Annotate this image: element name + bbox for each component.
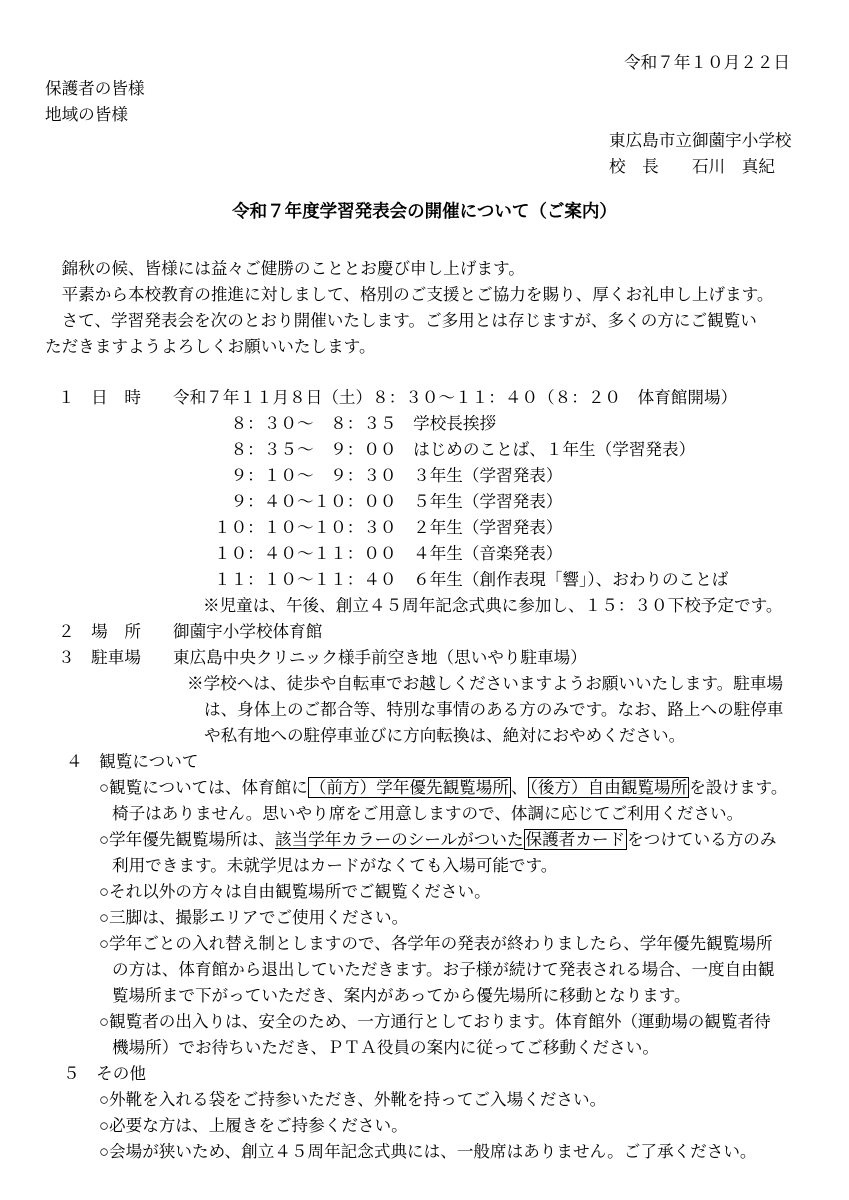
document-title: 令和７年度学習発表会の開催について（ご案内）: [232, 201, 617, 221]
viewing-bullet-card: [99, 827, 804, 853]
schedule-row: １０：１０～１０：３０ ２年生（学習発表）: [214, 518, 563, 537]
addressee-guardians: 保護者の皆様: [45, 79, 145, 98]
viewing-bullet-rotation-cont: の方は、体育館から退出していただきます。お子様が続けて発表される場合、一度自由観: [112, 960, 775, 979]
section-viewing-label: ４ 観覧について: [66, 752, 199, 771]
parking-note-line: ※学校へは、徒歩や自転車でお越しくださいますようお願いいたします。駐車場: [187, 674, 784, 693]
bullet-text: 、: [510, 778, 528, 797]
parking-note-line: や私有地への駐停車並びに方向転換は、絶対におやめください。: [204, 726, 686, 745]
parking-note-line: は、身体上のご都合等、特別な事情のある方のみです。なお、路上への駐停車: [204, 700, 784, 719]
other-bullet-list: [99, 1087, 804, 1165]
bullet-text: を設けます。: [689, 778, 788, 797]
section-place-value: 御薗宇小学校体育館: [173, 622, 323, 641]
viewing-bullet-areas-cont: 椅子はありません。思いやり席をご用意しますので、体調に応じてご利用ください。: [112, 804, 744, 823]
viewing-bullet-list: [99, 775, 804, 1061]
free-area-box: （後方）自由観覧場所: [529, 778, 688, 797]
sender-block: [609, 128, 804, 180]
section-parking-label: ３ 駐車場: [58, 648, 141, 667]
schedule-row: ８：３５～ ９：００ はじめのことば、１年生（学習発表）: [214, 440, 696, 459]
greeting-line: さて、学習発表会を次のとおり開催いたします。ご多用とは存じますが、多くの方にご観覧い: [45, 311, 757, 330]
schedule-row: ８：３０～ ８：３５ 学校長挨拶: [214, 414, 497, 433]
other-bullet-slippers: ○必要な方は、上履きをご持参ください。: [99, 1116, 408, 1135]
schedule-row: １１：１０～１１：４０ ６年生（創作表現「響」）、おわりのことば: [214, 570, 729, 589]
viewing-bullet-oneway-cont: 機場所）でお待ちいただき、ＰＴＡ役員の案内に従ってご移動ください。: [112, 1038, 659, 1057]
viewing-bullet-free-area: ○それ以外の方々は自由観覧場所でご観覧ください。: [99, 882, 491, 901]
section-place: [58, 619, 804, 645]
priority-area-box: （前方）学年優先観覧場所: [309, 778, 509, 797]
section-other-label: ５ その他: [63, 1064, 146, 1083]
greeting-line: 平素から本校教育の推進に対しまして、格別のご支援とご協力を賜り、厚くお礼申し上げます。: [45, 285, 774, 304]
bullet-text: ○観覧については、体育館に: [99, 778, 308, 797]
viewing-bullet-rotation: ○学年ごとの入れ替え制としますので、各学年の発表が終わりましたら、学年優先観覧場所: [99, 934, 773, 953]
bullet-text: をつけている方のみ: [627, 830, 777, 849]
bullet-text: ○学年優先観覧場所は、: [99, 830, 275, 849]
parking-note: [187, 671, 804, 749]
other-bullet-shoes-bag: ○外靴を入れる袋をご持参いただき、外靴を持ってご入場ください。: [99, 1090, 607, 1109]
section-place-label: ２ 場 所: [58, 622, 141, 641]
greeting-paragraph: [45, 256, 804, 360]
viewing-bullet-areas: [99, 775, 804, 801]
greeting-line: ただきますようよろしくお願いいたします。: [45, 337, 376, 356]
viewing-bullet-tripod: ○三脚は、撮影エリアでご使用ください。: [99, 908, 409, 927]
underlined-seal-text: 該当学年カラーのシールがついた: [274, 830, 524, 849]
viewing-bullet-oneway: ○観覧者の出入りは、安全のため、一方通行としております。体育館外（運動場の観覧者待: [99, 1012, 771, 1031]
viewing-bullet-card-cont: 利用できます。未就学児はカードがなくても入場可能です。: [112, 856, 558, 875]
guardian-card-box: 保護者カード: [525, 830, 626, 849]
section-datetime-label: １ 日 時: [58, 388, 141, 407]
schedule-row: ９：１０～ ９：３０ ３年生（学習発表）: [214, 466, 563, 485]
section-parking-value: 東広島中央クリニック様手前空き地（思いやり駐車場）: [173, 648, 587, 667]
schedule-row: １０：４０～１１：００ ４年生（音楽発表）: [214, 544, 563, 563]
other-bullet-no-seats: ○会場が狭いため、創立４５周年記念式典には、一般席はありません。ご了承ください。: [99, 1142, 757, 1161]
sender-principal-name: 校 長 石川 真紀: [609, 157, 775, 176]
section-parking: [58, 645, 804, 671]
addressee-community: 地域の皆様: [45, 105, 128, 124]
section-datetime: [58, 385, 804, 411]
section-datetime-value: 令和７年１１月８日（土）８：３０～１１：４０（８：２０ 体育館開場）: [173, 388, 738, 407]
schedule-list: [214, 411, 804, 593]
dismissal-note: ※児童は、午後、創立４５周年記念式典に参加し、１５：３０下校予定です。: [203, 596, 783, 615]
greeting-line: 錦秋の候、皆様には益々ご健勝のこととお慶び申し上げます。: [45, 259, 525, 278]
sender-school-name: 東広島市立御薗宇小学校: [609, 131, 792, 150]
document-date: 令和７年１０月２２日: [624, 53, 790, 72]
schedule-row: ９：４０～１０：００ ５年生（学習発表）: [214, 492, 563, 511]
viewing-bullet-rotation-cont: 覧場所まで下がっていただき、案内があってから優先場所に移動となります。: [112, 986, 691, 1005]
